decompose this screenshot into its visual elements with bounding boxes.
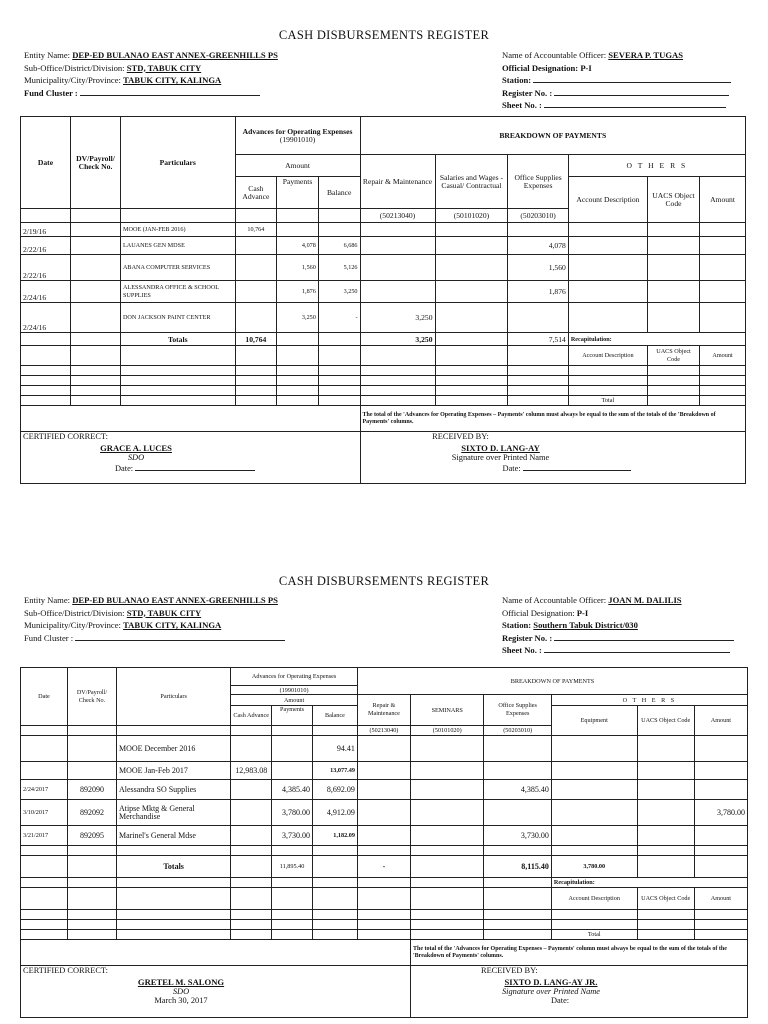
cell-particulars: Alessandra SO Supplies [116, 780, 230, 800]
col-uacs: UACS Object Code [637, 706, 694, 736]
cell-b3: 3,730.00 [484, 826, 551, 846]
register-header: Entity Name: DEP-ED BULANAO EAST ANNEX-GREENHILLS PS Sub-Office/District/Division: STD, TABUK CITY Municipality/City/Province: TABUK CITY, KALINGA Fund Cluster : Name of Accountable Officer: SEVERA P. TUGAS Official Designation: P-I Station: Register No. : Sheet No. : [20, 49, 748, 113]
col-balance: Balance [312, 706, 357, 726]
col-uacs: UACS Object Code [647, 177, 699, 223]
cell-b3 [508, 303, 568, 333]
cell-cash-advance [231, 800, 272, 826]
register-title: CASH DISBURSEMENTS REGISTER [278, 574, 490, 588]
certified-date: March 30, 2017 [154, 996, 208, 1005]
recap-label: Recapitulation: [568, 333, 745, 346]
cell-dv [67, 736, 116, 762]
cell-b3 [484, 762, 551, 780]
cell-payments [272, 736, 313, 762]
cell-date: 2/24/16 [21, 281, 71, 303]
cell-o-amount [700, 281, 746, 303]
cell-o-amount [694, 736, 747, 762]
cell-date: 2/19/16 [21, 223, 71, 237]
certified-name: GRACE A. LUCES [100, 443, 172, 453]
cell-date: 2/24/16 [21, 303, 71, 333]
cell-balance: 13,077.49 [312, 762, 357, 780]
cell-b2 [410, 826, 484, 846]
col-office-supplies: Office Supplies Expenses [484, 695, 551, 726]
cell-payments: 1,876 [277, 281, 319, 303]
cell-b2 [435, 237, 508, 255]
cell-balance: - [318, 303, 360, 333]
sub-office: STD, TABUK CITY [126, 607, 202, 618]
totals-repair: - [357, 856, 410, 878]
table-row [21, 281, 746, 303]
designation: P-I [580, 62, 592, 73]
municipality: TABUK CITY, KALINGA [123, 620, 222, 630]
cell-particulars: Marinel's General Mdse [116, 826, 230, 846]
register-table: Date DV/Payroll/ Check No. Particulars Advances for Operating Expenses (19901010) BREAKDOWN OF PAYMENTS Amount Repair & Maintenance Salaries and Wages - Casual/ Contractual Office Supplies Expenses O T H E R S Cash Advance Payments Balance Account Description UACS Object Code Amount (50213040) (50101020) (50203010) 2/19/16 MOOE (JAN-FEB 2016) 10,764 2/22/16 LAUANES GEN MDSE 4,078 6,686 4,078 2/22/16 ABANA COMPUTER SERVICES 1,560 5,126 1,560 2/24/16 ALESSANDRA OFFICE & SCHOOL SUPPLIES 1,876 3,250 1,876 2/24/16 DON JACKSON PAINT CENTER 3,250 - 3,250 Totals 10,764 3,250 7,514 Recapitulation: Account Description UACS Object Code Amount Total The total of the 'Advances for Operating Expenses – Payments' column must always be equal to the sum of the totals of the 'Breakdown of Payments' columns. CERTIFIED CORRECT: GRACE A. LUCES SDO Date: RECEIVED BY: SIXTO D. LANG-AY Signature over Printed Name Date: [20, 116, 746, 484]
col-advances: Advances for Operating Expenses [231, 668, 358, 686]
certified-name: GRETEL M. SALONG [137, 977, 225, 987]
certified-block: CERTIFIED CORRECT: GRETEL M. SALONG SDO March 30, 2017 [21, 966, 411, 1018]
cell-cash-advance: 12,983.08 [231, 762, 272, 780]
designation: P-I [576, 607, 589, 618]
totals-cash-advance: 10,764 [235, 333, 277, 346]
cell-b3: 4,078 [508, 237, 568, 255]
cell-balance: 8,692.09 [312, 780, 357, 800]
col-cash-advance: Cash Advance [231, 706, 272, 726]
table-row [21, 736, 748, 762]
table-row [21, 223, 746, 237]
col-salaries: Salaries and Wages - Casual/ Contractual [435, 155, 508, 209]
totals-repair: 3,250 [360, 333, 435, 346]
entity-name: DEP-ED BULANAO EAST ANNEX-GREENHILLS PS [72, 595, 278, 605]
recap-label: Recapitulation: [551, 878, 747, 888]
cell-cash-advance [231, 826, 272, 846]
cell-payments: 3,250 [277, 303, 319, 333]
col-payments: Payments [272, 706, 313, 726]
cell-b1 [357, 762, 410, 780]
table-row [21, 800, 748, 826]
cell-particulars: ABANA COMPUTER SERVICES [120, 255, 235, 281]
cell-particulars: ALESSANDRA OFFICE & SCHOOL SUPPLIES [120, 281, 235, 303]
cell-date: 2/24/2017 [21, 780, 68, 800]
cell-particulars: LAUANES GEN MDSE [120, 237, 235, 255]
cell-o-amount: 3,780.00 [694, 800, 747, 826]
cell-o-amount [700, 303, 746, 333]
cell-o-amount [700, 255, 746, 281]
cell-b3: 4,385.40 [484, 780, 551, 800]
col-others: O T H E R S [568, 155, 745, 177]
cell-balance: 94.41 [312, 736, 357, 762]
register-title: CASH DISBURSEMENTS REGISTER [278, 28, 490, 42]
cell-balance: 1,182.09 [312, 826, 357, 846]
table-row [21, 780, 748, 800]
cell-b2 [435, 223, 508, 237]
table-row [21, 303, 746, 333]
totals-label: Totals [120, 333, 235, 346]
cell-b2 [435, 303, 508, 333]
col-date: Date [21, 117, 71, 209]
cell-b1 [360, 237, 435, 255]
cell-o-amount [700, 237, 746, 255]
register-table: Date DV/Payroll/ Check No. Particulars Advances for Operating Expenses BREAKDOWN OF PAYMENTS (19901010) Amount Repair & Maintenance SEMINARS Office Supplies Expenses O T H E R S Cash Advance Payments Balance Equipment UACS Object Code Amount (50213040) (50101020) (50203010) MOOE December 2016 94.41 MOOE Jan-Feb 2017 12,983.08 13,077.49 2/24/2017 892090 Alessandra SO Supplies 4,385.40 8,692.09 4,385.40 3/10/2017 892092 Atipse Mktg & General Merchandise 3,780.00 4,912.09 3,780.00 3/21/2017 892095 Marinel's General Mdse 3,730.00 1,182.09 3,730.00 Totals 11,895.40 - 8,115.40 3,780.00 Recapitulation: Account Description UACS Object Code Amount Total The total of the 'Advances for Operating Expenses – Payments' column must always be equal to the sum of the totals of the 'Breakdown of Payments' columns. CERTIFIED CORRECT: GRETEL M. SALONG SDO March 30, 2017 RECEIVED BY: SIXTO D. LANG-AY JR. Signature over Printed Name Date: [20, 667, 748, 1018]
cell-particulars: MOOE December 2016 [116, 736, 230, 762]
cell-o-amount [694, 762, 747, 780]
register-header: Entity Name: DEP-ED BULANAO EAST ANNEX-GREENHILLS PS Sub-Office/District/Division: STD, TABUK CITY Municipality/City/Province: TABUK CITY, KALINGA Fund Cluster : Name of Accountable Officer: JOAN M. DALILIS Official Designation: P-I Station: Southern Tabuk District/030 Register No. : Sheet No. : [20, 594, 748, 658]
municipality: TABUK CITY, KALINGA [123, 75, 222, 85]
cell-balance: 3,250 [318, 281, 360, 303]
cell-dv [70, 303, 120, 333]
received-name: SIXTO D. LANG-AY JR. [504, 977, 598, 987]
certified-block: CERTIFIED CORRECT: GRACE A. LUCES SDO Date: [21, 432, 361, 484]
cell-b2 [410, 736, 484, 762]
cell-b1 [360, 223, 435, 237]
cell-date: 3/21/2017 [21, 826, 68, 846]
totals-office-supplies: 7,514 [508, 333, 568, 346]
cell-particulars: DON JACKSON PAINT CENTER [120, 303, 235, 333]
cell-b3 [508, 223, 568, 237]
entity-name: DEP-ED BULANAO EAST ANNEX-GREENHILLS PS [72, 50, 278, 60]
table-row [21, 237, 746, 255]
cell-dv [70, 281, 120, 303]
cell-payments: 3,780.00 [272, 800, 313, 826]
col-dv: DV/Payroll/ Check No. [70, 117, 120, 209]
register-note: The total of the 'Advances for Operating Expenses – Payments' column must always be equal to the sum of the totals of the 'Breakdown of Payments' columns. [360, 406, 745, 432]
col-cash-advance: Cash Advance [235, 177, 277, 209]
col-repair: Repair & Maintenance [357, 695, 410, 726]
cell-b1 [357, 826, 410, 846]
cell-date: 2/22/16 [21, 255, 71, 281]
cell-balance: 4,912.09 [312, 800, 357, 826]
col-office-supplies: Office Supplies Expenses [508, 155, 568, 209]
totals-payments: 11,895.40 [272, 856, 313, 878]
cell-b3: 1,876 [508, 281, 568, 303]
totals-other-amount: 3,780.00 [551, 856, 637, 878]
col-payments: Payments [277, 177, 319, 209]
register-note: The total of the 'Advances for Operating Expenses – Payments' column must always be equal to the sum of the totals of the 'Breakdown of Payments' columns. [410, 940, 747, 966]
accountable-officer: SEVERA P. TUGAS [608, 50, 684, 60]
col-account-description: Account Description [568, 177, 647, 223]
col-dv: DV/Payroll/ Check No. [67, 668, 116, 726]
cell-b3 [484, 736, 551, 762]
col-advances: Advances for Operating Expenses (19901010) [235, 117, 360, 155]
cell-payments: 1,560 [277, 255, 319, 281]
totals-label: Totals [116, 856, 230, 878]
cell-particulars: MOOE Jan-Feb 2017 [116, 762, 230, 780]
col-breakdown: BREAKDOWN OF PAYMENTS [357, 668, 747, 695]
cell-dv: 892095 [67, 826, 116, 846]
cell-b2 [410, 800, 484, 826]
col-equipment: Equipment [551, 706, 637, 736]
cell-o-amount [694, 780, 747, 800]
cell-b1 [360, 281, 435, 303]
col-date: Date [21, 668, 68, 726]
register-1 [20, 28, 748, 473]
cell-b3: 1,560 [508, 255, 568, 281]
totals-office-supplies: 8,115.40 [484, 856, 551, 878]
cell-b2 [410, 780, 484, 800]
cell-cash-advance [235, 303, 277, 333]
sub-office: STD, TABUK CITY [126, 62, 202, 73]
col-amount: Amount [235, 155, 360, 177]
cell-dv [70, 223, 120, 237]
cell-balance: 6,686 [318, 237, 360, 255]
received-name: SIXTO D. LANG-AY [461, 443, 540, 453]
col-seminars: SEMINARS [410, 695, 484, 726]
register-2 [20, 574, 748, 1005]
col-particulars: Particulars [116, 668, 230, 726]
col-repair: Repair & Maintenance [360, 155, 435, 209]
cell-particulars: MOOE (JAN-FEB 2016) [120, 223, 235, 237]
cell-cash-advance [231, 736, 272, 762]
col-breakdown: BREAKDOWN OF PAYMENTS [360, 117, 745, 155]
cell-cash-advance [235, 237, 277, 255]
table-row [21, 762, 748, 780]
cell-payments: 4,385.40 [272, 780, 313, 800]
cell-cash-advance [235, 281, 277, 303]
cell-b1: 3,250 [360, 303, 435, 333]
cell-cash-advance [231, 780, 272, 800]
cell-payments [272, 762, 313, 780]
col-amount: Amount [231, 695, 358, 706]
cell-date [21, 736, 68, 762]
cell-date [21, 762, 68, 780]
cell-b1 [357, 780, 410, 800]
col-balance: Balance [318, 177, 360, 209]
col-particulars: Particulars [120, 117, 235, 209]
cell-dv [70, 237, 120, 255]
table-row [21, 826, 748, 846]
cell-b3 [484, 800, 551, 826]
cell-date: 2/22/16 [21, 237, 71, 255]
cell-o-amount [700, 223, 746, 237]
accountable-officer: JOAN M. DALILIS [608, 595, 682, 605]
received-block: RECEIVED BY: SIXTO D. LANG-AY JR. Signature over Printed Name Date: [410, 966, 747, 1018]
cell-cash-advance: 10,764 [235, 223, 277, 237]
cell-dv: 892092 [67, 800, 116, 826]
received-block: RECEIVED BY: SIXTO D. LANG-AY Signature over Printed Name Date: [360, 432, 745, 484]
cell-b1 [360, 255, 435, 281]
col-other-amount: Amount [700, 177, 746, 223]
cell-b1 [357, 736, 410, 762]
cell-payments: 4,078 [277, 237, 319, 255]
cell-b1 [357, 800, 410, 826]
cell-particulars: Atipse Mktg & General Merchandise [116, 800, 230, 826]
table-row [21, 255, 746, 281]
cell-payments [277, 223, 319, 237]
col-other-amount: Amount [694, 706, 747, 736]
cell-o-amount [694, 826, 747, 846]
cell-dv [70, 255, 120, 281]
cell-b2 [410, 762, 484, 780]
cell-dv [67, 762, 116, 780]
cell-balance: 5,126 [318, 255, 360, 281]
cell-date: 3/10/2017 [21, 800, 68, 826]
cell-payments: 3,730.00 [272, 826, 313, 846]
cell-balance [318, 223, 360, 237]
cell-b2 [435, 281, 508, 303]
station: Southern Tabuk District/030 [533, 620, 638, 630]
cell-b2 [435, 255, 508, 281]
cell-cash-advance [235, 255, 277, 281]
cell-dv: 892090 [67, 780, 116, 800]
col-others: O T H E R S [551, 695, 747, 706]
